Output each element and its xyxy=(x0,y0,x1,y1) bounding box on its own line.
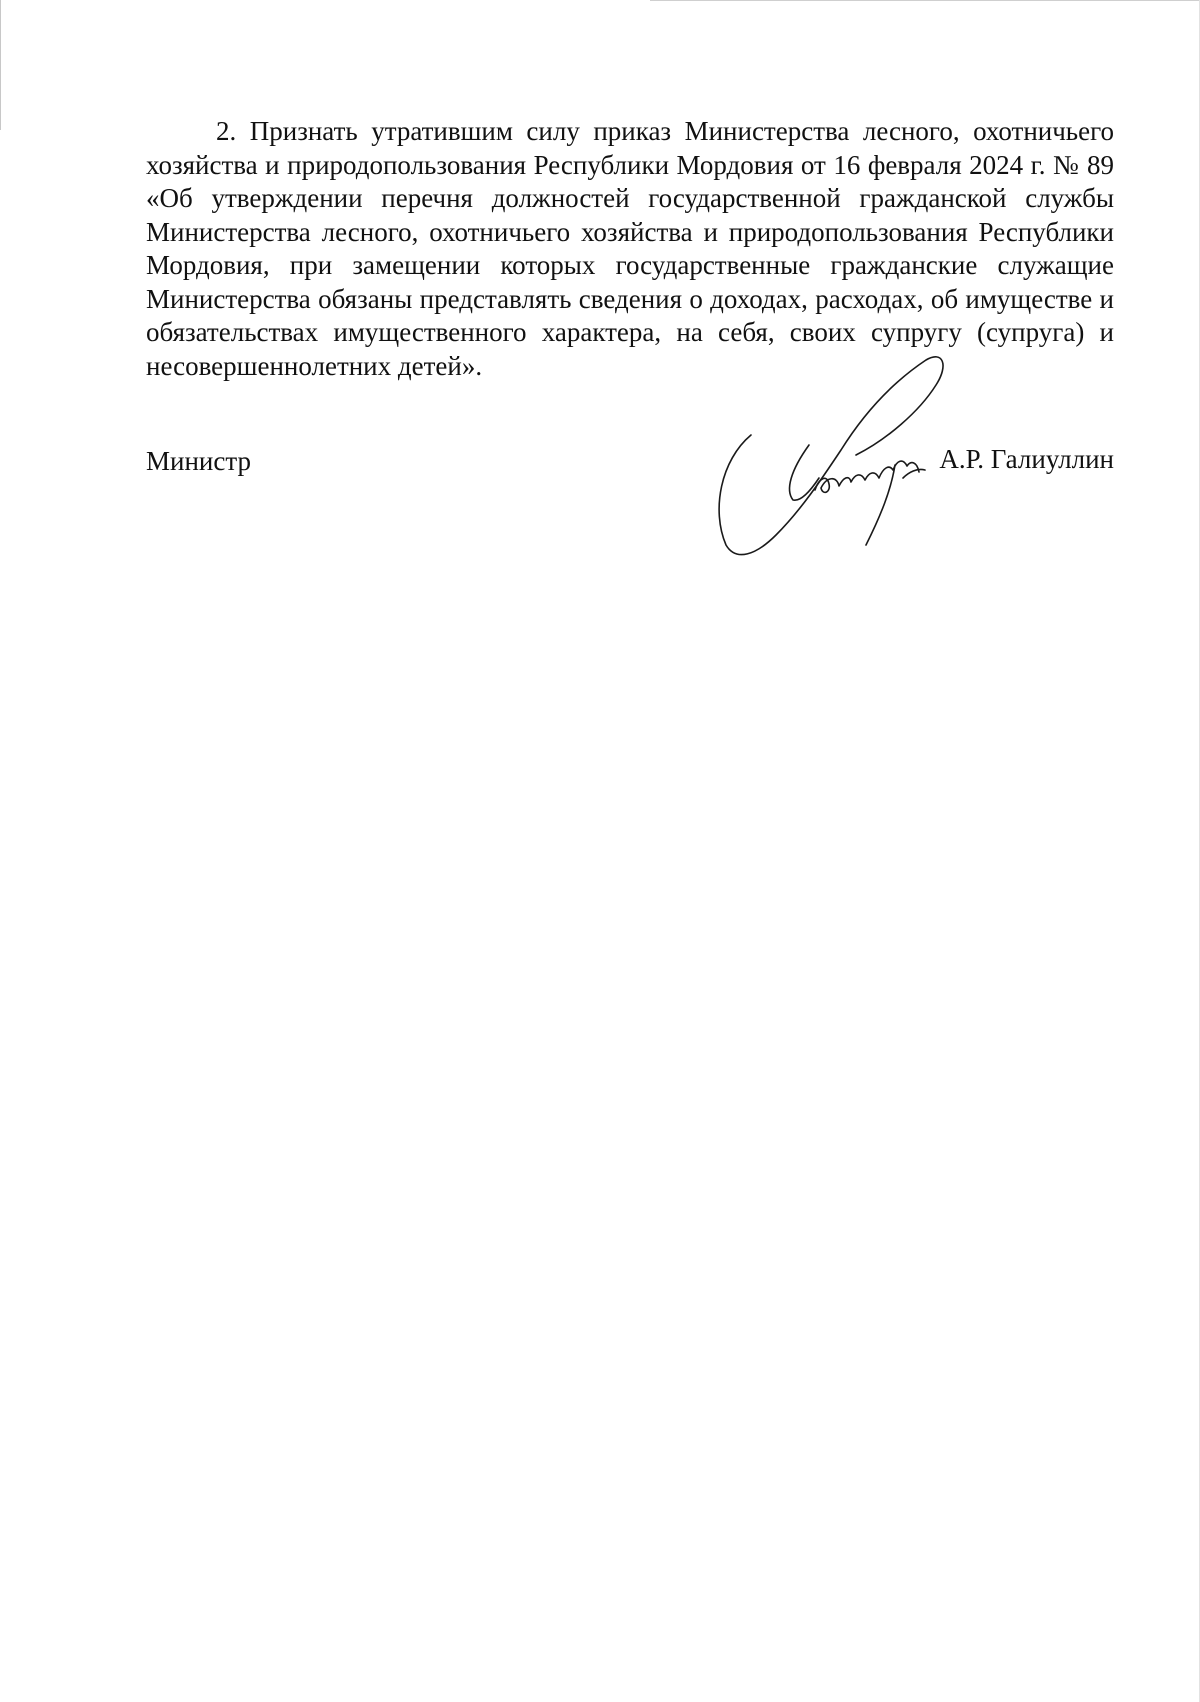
order-paragraph-2: 2. Признать утратившим силу приказ Министерства лесного, охотничьего хозяйства и природопользования Республики Мордовия от 16 февраля 2024 г. № 89 «Об утверждении перечня должностей государственной гражданской службы Министерства лесного, охотничьего хозяйства и природопользования Республики Мордовия, при замещении которых государственные гражданские служащие Министерства обязаны представлять сведения о доходах, расходах, об имуществе и обязательствах имущественного характера, на себя, своих супругу (супруга) и несовершеннолетних детей». xyxy=(146,116,1114,381)
signer-position: Министр xyxy=(146,446,251,476)
scan-artifact-top xyxy=(650,0,1200,1)
scan-artifact-left xyxy=(0,0,1,130)
signature-block xyxy=(146,440,1114,580)
signer-name: А.Р. Галиуллин xyxy=(939,444,1114,474)
